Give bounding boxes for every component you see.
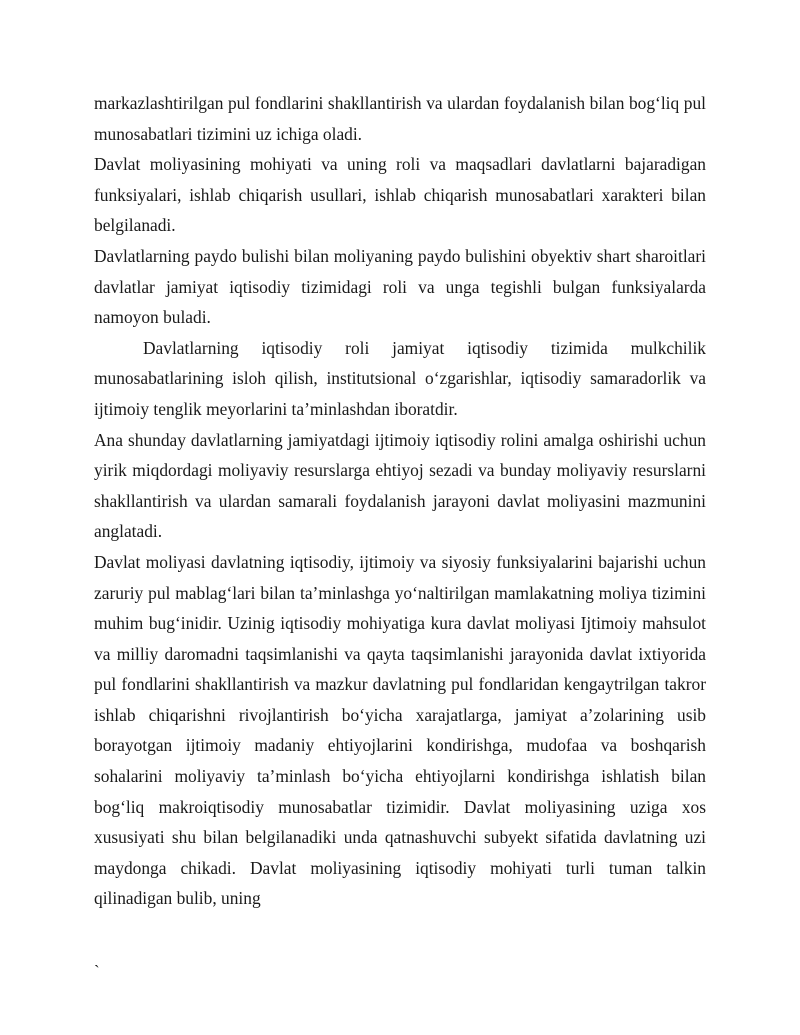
paragraph-3: Davlatlarning paydo bulishi bilan moliyaning paydo bulishini obyektiv shart sharoitlari davlatlar jamiyat iqtisodiy tizimidagi roli va unga tegishli bulgan funksiyalarda namoyon buladi. [94, 245, 706, 328]
paragraph-6: Davlat moliyasi davlatning iqtisodiy, ijtimoiy va siyosiy funksiyalarini bajarishi uchun zaruriy pul mablag‘lari bilan ta’minlashga yo‘naltirilgan mamlakatning moliya tizimini muhim bug‘inidir. Uzinig iqtisodiy mohiyatiga kura davlat moliyasi Ijtimoiy mahsulot va milliy daromadni taqsimlanishi va qayta taqsimlanishi jarayonida davlat ixtiyorida pul fondlarini shakllantirish va mazkur davlatning pul fondlaridan kengaytrilgan takror ishlab chiqarishni rivojlantirish bo‘yicha xarajatlarga, jamiyat a’zolarining usib borayotgan ijtimoiy madaniy ehtiyojlarini kondirishga, mudofaa va boshqarish sohalarini moliyaviy ta’minlash bo‘yicha ehtiyojlarni kondirishga ishlatish bilan bog‘liq makroiqtisodiy munosabatlar tizimidir. Davlat moliyasining uziga xos xususiyati shu bilan belgilanadiki unda qatnashuvchi subyekt sifatida davlatning uzi maydonga chikadi. Davlat moliyasining iqtisodiy mohiyati turli tuman talkin qilinadigan bulib, uning [94, 551, 706, 909]
document-body [94, 88, 706, 914]
footer-mark: ` [94, 962, 100, 981]
paragraph-5: Ana shunday davlatlarning jamiyatdagi ijtimoiy iqtisodiy rolini amalga oshirishi uchun yirik miqdordagi moliyaviy resurslarga ehtiyoj sezadi va bunday moliyaviy resurslarni shakllantirish va ulardan samarali foydalanish jarayoni davlat moliyasini mazmunini anglatadi. [94, 429, 706, 542]
paragraph-4: Davlatlarning iqtisodiy roli jamiyat iqtisodiy tizimida mulkchilik munosabatlarining isloh qilish, institutsional o‘zgarishlar, iqtisodiy samaradorlik va ijtimoiy tenglik meyorlarini ta’minlashdan iboratdir. [94, 337, 706, 419]
paragraph-2: Davlat moliyasining mohiyati va uning roli va maqsadlari davlatlarni bajaradigan funksiyalari, ishlab chiqarish usullari, ishlab chiqarish munosabatlari xarakteri bilan belgilanadi. [94, 154, 706, 236]
paragraph-1: markazlashtirilgan pul fondlarini shakllantirish va ulardan foydalanish bilan bog‘liq pul munosabatlari tizimini uz ichiga oladi. [94, 93, 706, 144]
